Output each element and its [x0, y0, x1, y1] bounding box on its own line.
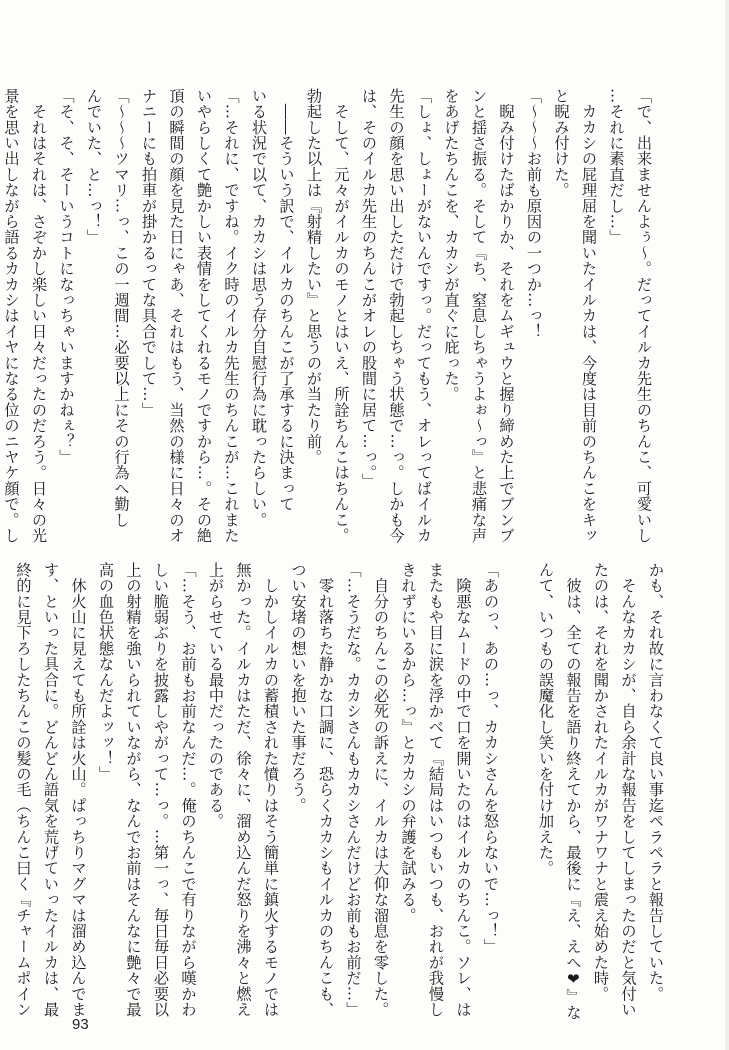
text-column: 「…そう、お前もお前なんだ…。俺のちんこで有りながら嘆かわ — [179, 562, 198, 1018]
text-column: ――そういう訳で、イルカのちんこが了承するに決まって — [277, 88, 296, 512]
text-column: 彼は、全ての報告を語り終えてから、最後に『え、えへ❤』な — [564, 562, 583, 1021]
text-column: 勃起した以上は『射精したい』と思うのが当たり前。 — [305, 88, 323, 465]
text-column: 「〜〜〜ツマリ…っ、この一週間…必要以上にその行為へ勤し — [112, 88, 131, 528]
page-edge — [725, 0, 729, 1050]
text-column: 上がらせている最中だったのである。 — [207, 562, 225, 829]
text-column: しかしイルカの蓄積された憤りはそう簡単に鎮火するモノでは — [262, 562, 280, 1018]
text-column: そして、元々がイルカのモノとはいえ、所詮ちんこはちんこ。 — [332, 88, 351, 544]
text-column: カカシの屁理屈を聞いたイルカは、今度は目前のちんこをキッ — [580, 88, 598, 544]
text-column: きれずにいるから…っ』とカカシの弁護を試みる。 — [399, 562, 418, 924]
text-column: 「そ、そ、そーいうコトになっちゃいますかねぇ？」 — [57, 88, 76, 465]
text-column: 景を思い出しながら語るカカシはイヤになる位のニヤケ顔で。し — [2, 88, 21, 544]
text-column: たのは、それを聞かされたイルカがワナワナと震え始めた時。 — [592, 562, 610, 1002]
text-column: 「あのっ、あの…っ、カカシさんを怒らないで…っ！」 — [482, 562, 500, 955]
text-column — [504, 562, 532, 982]
text-column: 上の射精を強いられていながら、なんでお前はそんなに艶々で最 — [124, 562, 143, 1018]
text-column: をあげたちんこを、カカシが直ぐに庇った。 — [442, 88, 461, 402]
text-column: それはそれは、さぞかし楽しい日々だったのだろう。日々の光 — [30, 88, 48, 544]
prose-block-bottom — [14, 562, 669, 1021]
text-column: いやらしくて艶かしい表情をしてくれるモノですから…。その絶 — [195, 88, 213, 544]
text-column: ンと揺さ振る。そして『ち、窒息しちゃうよぉ〜っ』と悲痛な声 — [470, 88, 488, 544]
text-column: つい安堵の想いを抱いた事だろう。 — [289, 562, 308, 814]
text-column: 「で、出来ませんよぅ〜。だってイルカ先生のちんこ、可愛いし — [635, 88, 653, 544]
text-column: 高の血色状態なんだよッッ！」 — [97, 562, 115, 782]
text-column: と睨み付けた。 — [552, 88, 571, 198]
text-column: 先生の顔を思い出しただけで勃起しちゃう状態で…っ。しかも今 — [387, 88, 406, 544]
text-column: は、そのイルカ先生のちんこがオレの股間に居て…っ。」 — [360, 88, 378, 489]
text-column: 睨み付けたばかりか、それをムギュウと握り締めた上でブンブ — [497, 88, 516, 544]
text-column: そんなカカシが、自ら余計な報告をしてしまったのだと気付い — [619, 562, 638, 1018]
text-column: ナニーにも拍車が掛かるってな具合でして…」 — [140, 88, 158, 418]
text-column: 自分のちんこの必死の訴えに、イルカは大仰な溜息を零した。 — [372, 562, 390, 1018]
text-column: す、といった具合に。どんどん語気を荒げていったイルカは、最 — [42, 562, 60, 1018]
text-column: 終的に見下ろしたちんこの髪の毛（ちんこ曰く『チャームポイン — [14, 562, 33, 1018]
text-column: しい脆弱ぶりを披露しやがって…っ。…第一っ、毎日毎日必要以 — [152, 562, 170, 1018]
text-column: 「…それに、ですね。イク時のイルカ先生のちんこが…これまた — [222, 88, 241, 544]
text-column: んでいた、と…っ！」 — [85, 88, 103, 245]
text-column: またもや目に涙を浮かべて『結局はいつもいつも、おれが我慢し — [427, 562, 445, 1018]
text-column: 「…そうだな。カカシさんもカカシさんだけどお前もお前だ…」 — [344, 562, 363, 1018]
page-number: 93 — [72, 1016, 89, 1033]
text-column: 「しょ、しょーがないんですっ。だってもう、オレってばイルカ — [415, 88, 433, 544]
text-column: 無かった。イルカはただ、徐々に、溜め込んだ怒りを沸々と燃え — [234, 562, 253, 1018]
text-column: 休火山に見えても所詮は火山。ぱっちりマグマは溜め込んでま — [69, 562, 88, 1018]
text-column: 険悪なムードの中で口を開いたのはイルカのちんこ。ソレ、は — [454, 562, 473, 1018]
text-column: いる状況で以て、カカシは思う存分自慰行為に耽ったらしい。 — [250, 88, 268, 528]
text-column: 頂の瞬間の顔を見た日にゃあ、それはもう、当然の様に日々のオ — [167, 88, 186, 544]
text-column: 「〜〜〜お前も原因の一つか…っ！ — [525, 88, 543, 340]
text-column: んて、いつもの誤魔化し笑いを付け加えた。 — [537, 562, 555, 876]
text-column: …それに素直だし…」 — [607, 88, 626, 245]
prose-block-top — [2, 88, 657, 544]
text-column: 零れ落ちた静かな口調に、恐らくカカシもイルカのちんこも、 — [317, 562, 335, 1018]
text-column: かも、それ故に言わなくて良い事迄ペラペラと報告していた。 — [647, 562, 665, 1002]
